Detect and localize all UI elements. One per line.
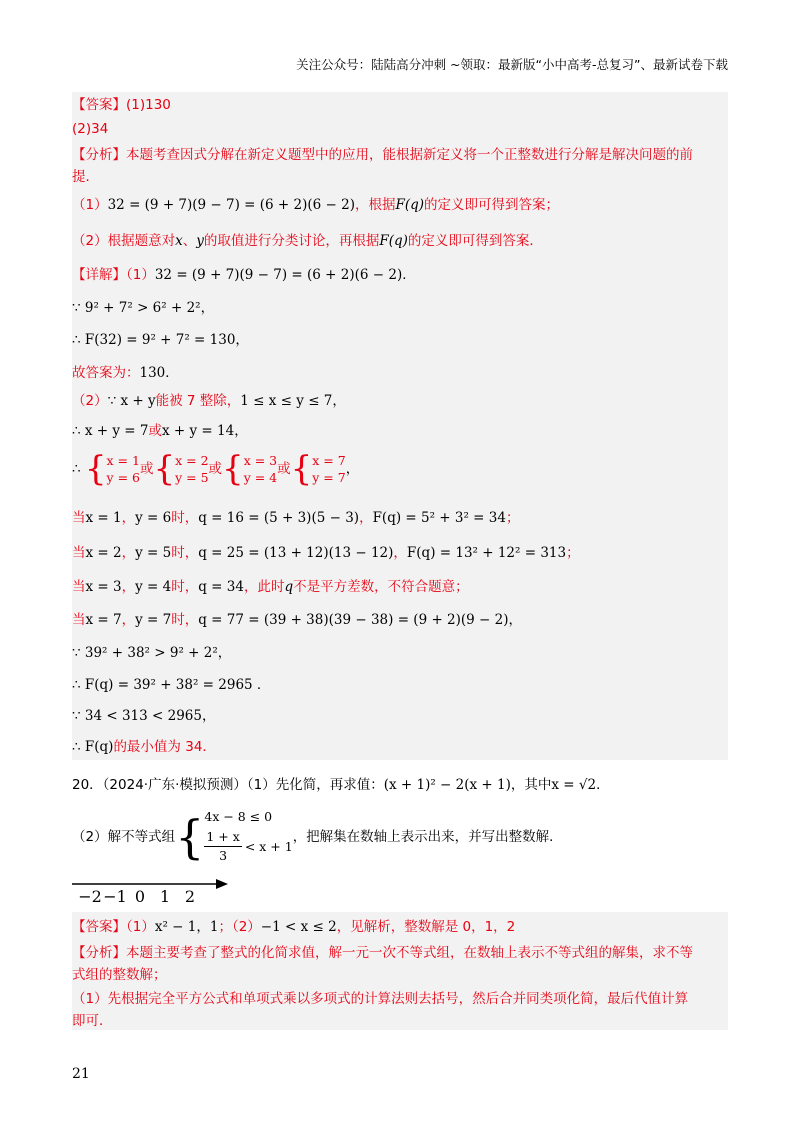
text: ，见解析，整数解是 0，1，2 <box>336 919 516 935</box>
page-header: 关注公众号：陆陆高分冲刺 ~领取：最新版“小中高考-总复习”、最新试卷下载 <box>296 57 728 72</box>
text: ，把解集在数轴上表示出来，并写出整数解． <box>292 828 563 845</box>
case-line-1 <box>72 509 519 527</box>
text: ； <box>505 510 520 526</box>
text: 当 <box>72 545 86 561</box>
answer-line-1: 【答案】(1)130 <box>72 97 171 113</box>
axis-tick-label: −2 <box>78 887 102 906</box>
formula: x² − 1，1 <box>154 919 219 935</box>
text: 能被 7 整除， <box>155 393 241 409</box>
text: 的定义即可得到答案； <box>424 197 560 213</box>
formula: F(q) <box>379 233 408 249</box>
text: ， <box>345 461 360 477</box>
detail-line-7 <box>72 449 360 489</box>
text: ， <box>121 545 136 561</box>
text: 时， <box>171 612 199 628</box>
formula: x + y = 14 <box>162 423 235 439</box>
text: （1） <box>72 197 108 213</box>
text: 当 <box>72 612 86 628</box>
or-text: 或 <box>277 461 291 477</box>
var: q <box>284 579 294 595</box>
formula: ∵ x + y <box>107 393 156 409</box>
formula: y = 5 <box>135 545 172 561</box>
formula: q = 34 <box>198 579 244 595</box>
text: 的最小值为 34． <box>113 739 216 755</box>
var: y <box>196 233 204 249</box>
eq: x = 1 <box>106 453 140 468</box>
text: ，其中 <box>510 777 552 793</box>
detail-line-1 <box>72 266 416 284</box>
eq: y = 6 <box>106 470 140 485</box>
inequality-system: { 4x − 8 ≤ 0 $\frac{1 + x}{3}$ < x + 1 <box>175 809 293 864</box>
detail-line-2: ∵ 9² + 7² > 6² + 2²， <box>72 300 215 316</box>
axis-arrow <box>216 879 228 889</box>
eq: x = 7 <box>312 453 346 468</box>
system-1: { x = 1 y = 6 <box>84 449 140 489</box>
rhs: < x + 1 <box>244 838 293 854</box>
text: ，根据 <box>354 197 396 213</box>
text: 【详解】（1） <box>72 267 155 283</box>
text: （2） <box>72 393 108 409</box>
formula: y = 7 <box>135 612 172 628</box>
numerator: 1 + x <box>204 828 241 847</box>
formula: x = 1 <box>85 510 122 526</box>
text: ， <box>508 612 523 628</box>
detail-line-8: ∵ 39² + 38² > 9² + 2²， <box>72 645 232 661</box>
text: 、 <box>182 233 197 249</box>
formula: F(q) = 13² + 12² = 313 <box>406 545 567 561</box>
detail-line-5 <box>72 392 346 410</box>
text: 的定义即可得到答案． <box>407 233 543 249</box>
text: ； <box>566 545 580 561</box>
answer20-line-2: 【分析】本题主要考查了整式的化简求值，解一元一次不等式组，在数轴上表示不等式组的解集，求不等 <box>72 945 693 961</box>
text: 20．（2024·广东·模拟预测）（1）先化简，再求值： <box>72 777 384 793</box>
text: 时， <box>171 579 199 595</box>
text: ， <box>121 510 136 526</box>
text: 不是平方差数，不符合题意； <box>293 579 469 595</box>
formula: ∴ F(q) <box>72 739 114 755</box>
answer20-line-4: （1）先根据完全平方公式和单项式乘以多项式的计算法则去括号，然后合并同类项化简，最后代值计算 <box>72 991 689 1007</box>
therefore: ∴ <box>72 461 81 477</box>
formula: 130 <box>139 365 166 381</box>
number-line <box>70 872 240 908</box>
formula: x = 3 <box>85 579 122 595</box>
text: 【答案】（1） <box>72 919 155 935</box>
text: ， <box>332 393 346 409</box>
detail-line-6 <box>72 422 248 440</box>
answer20-line-5: 即可． <box>72 1013 113 1029</box>
case-line-2 <box>72 544 580 562</box>
text: 当 <box>72 510 86 526</box>
system-4: { x = 7 y = 7 <box>290 449 346 489</box>
formula: 32 = (9 + 7)(9 − 7) = (6 + 2)(6 − 2) <box>154 267 403 283</box>
system-2: { x = 2 y = 5 <box>153 449 209 489</box>
text: （2）根据题意对 <box>72 233 176 249</box>
formula: y = 4 <box>135 579 172 595</box>
formula: F(q) <box>395 197 425 213</box>
inequality-1: 4x − 8 ≤ 0 <box>204 809 273 824</box>
text: ，此时 <box>243 579 285 595</box>
eq: x = 2 <box>175 453 209 468</box>
text: 的取值进行分类讨论，再根据 <box>203 233 380 249</box>
var: x <box>175 233 183 249</box>
or-text: 或 <box>139 461 154 477</box>
text: 时， <box>171 510 199 526</box>
formula: 1 ≤ x ≤ y ≤ 7 <box>240 393 333 409</box>
text: ， <box>359 510 373 526</box>
detail-line-10: ∵ 34 < 313 < 2965， <box>72 708 216 724</box>
text: ． <box>402 267 416 283</box>
case-line-3 <box>72 578 469 596</box>
formula: q = 77 = (39 + 38)(39 − 38) = (9 + 2)(9 − 2) <box>198 612 509 628</box>
denominator: 3 <box>219 848 228 863</box>
question-20-line-1 <box>72 776 610 794</box>
formula: q = 25 = (13 + 12)(13 − 12) <box>198 545 394 561</box>
eq: x = 3 <box>243 453 278 468</box>
axis-tick-label: −1 <box>103 887 127 906</box>
analysis-line-1: 【分析】本题考查因式分解在新定义题型中的应用，能根据新定义将一个正整数进行分解是解决问题的前 <box>72 147 693 163</box>
axis-tick-label: 2 <box>184 887 196 906</box>
analysis-step-2 <box>72 232 543 250</box>
answer20-line-1 <box>72 918 515 936</box>
detail-line-11 <box>72 738 216 756</box>
text: ；（2） <box>218 919 261 935</box>
text: ． <box>165 365 179 381</box>
text: ， <box>121 579 136 595</box>
system-3: { x = 3 y = 4 <box>222 449 278 489</box>
text: 时， <box>171 545 199 561</box>
detail-line-4 <box>72 364 179 382</box>
question-20-line-2 <box>72 808 563 865</box>
or-text: 或 <box>208 461 223 477</box>
eq: y = 4 <box>243 470 278 485</box>
answer-line-2: (2)34 <box>72 121 109 137</box>
eq: y = 5 <box>175 470 209 485</box>
formula: ∴ x + y = 7 <box>72 423 149 439</box>
formula: q = 16 = (5 + 3)(5 − 3) <box>198 510 360 526</box>
text: ， <box>393 545 407 561</box>
analysis-line-2: 提． <box>72 169 99 185</box>
inequality-2 <box>204 828 292 865</box>
axis-tick-label: 0 <box>134 887 146 906</box>
eq: y = 7 <box>312 470 346 485</box>
formula: x = 2 <box>85 545 122 561</box>
axis-tick-label: 1 <box>159 887 171 906</box>
formula: (x + 1)² − 2(x + 1) <box>383 777 511 793</box>
detail-line-3: ∴ F(32) = 9² + 7² = 130， <box>72 332 249 348</box>
text: ． <box>596 777 610 793</box>
case-line-4 <box>72 611 522 629</box>
formula: −1 < x ≤ 2 <box>260 919 337 935</box>
page-number: 21 <box>72 1066 90 1082</box>
formula: 32 = (9 + 7)(9 − 7) = (6 + 2)(6 − 2) <box>107 197 355 213</box>
formula: x = √2 <box>551 777 597 793</box>
analysis-step-1 <box>72 196 559 214</box>
formula: y = 6 <box>135 510 172 526</box>
answer20-line-3: 式组的整数解； <box>72 967 167 983</box>
text: 故答案为： <box>72 365 140 381</box>
text: ， <box>121 612 136 628</box>
text: 当 <box>72 579 86 595</box>
text: （2）解不等式组 <box>72 828 176 845</box>
text: ， <box>234 423 248 439</box>
formula: x = 7 <box>85 612 122 628</box>
text: 或 <box>148 423 162 439</box>
formula: F(q) = 5² + 3² = 34 <box>372 510 506 526</box>
detail-line-9: ∴ F(q) = 39² + 38² = 2965 ． <box>72 677 271 693</box>
